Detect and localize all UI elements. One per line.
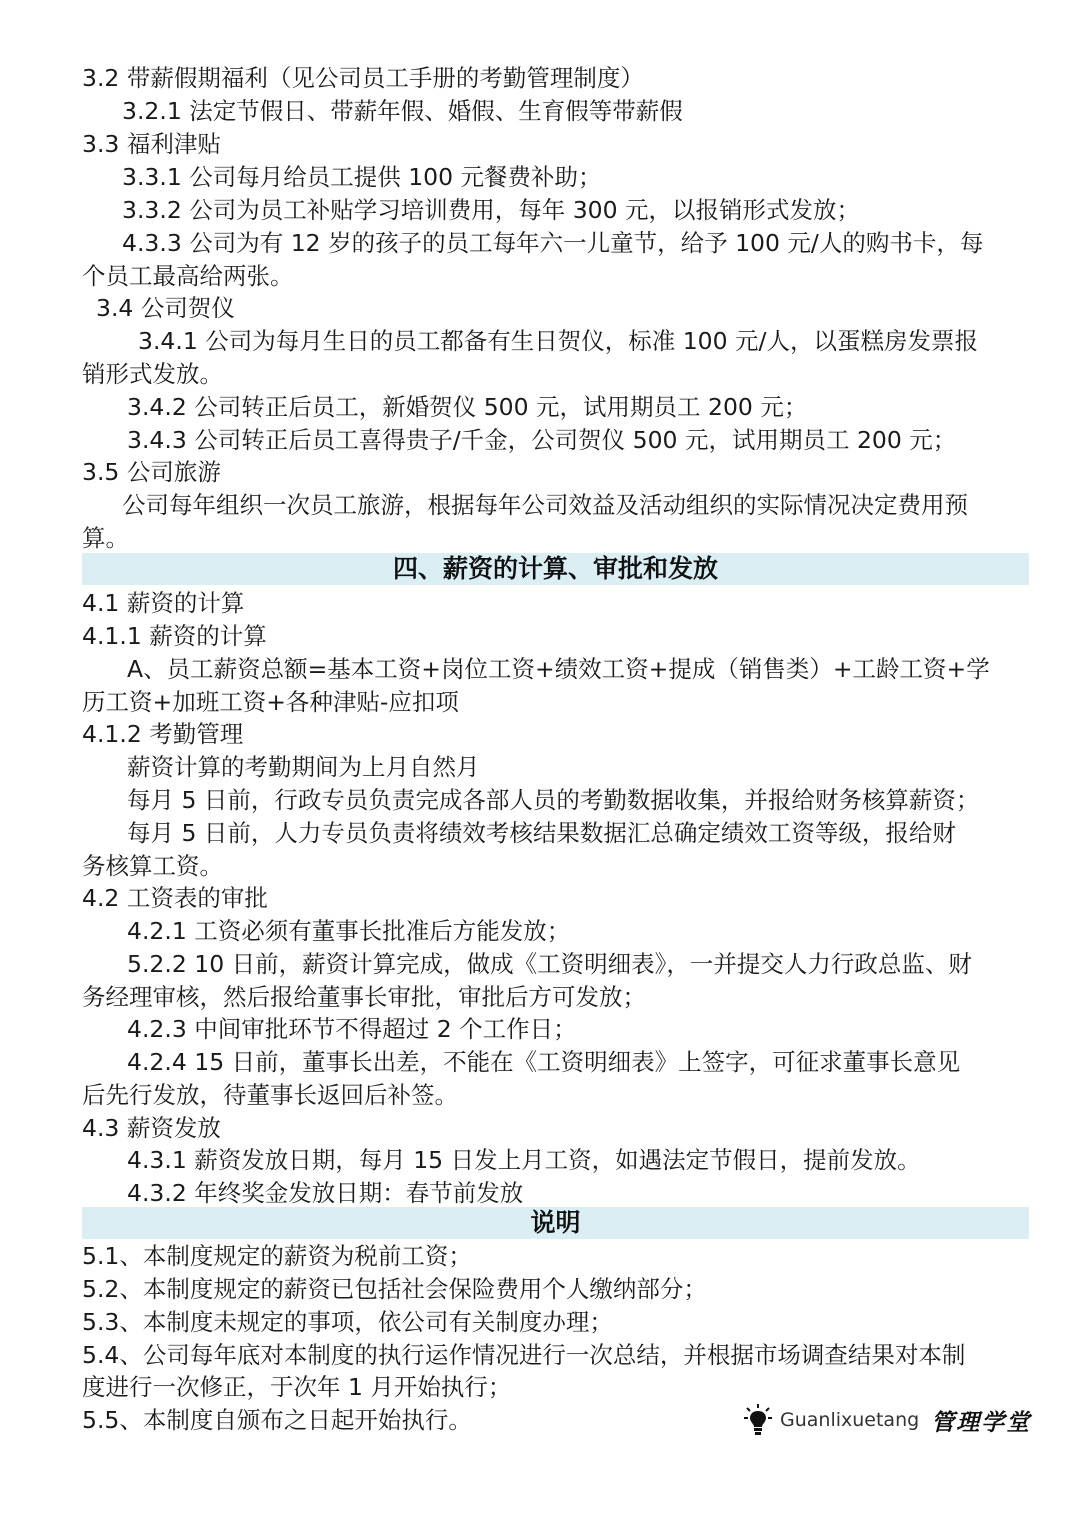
note-5-4-cont: 度进行一次修正，于次年 1 月开始执行；: [82, 1373, 512, 1401]
section-4-title-bar: 四、薪资的计算、审批和发放: [82, 553, 1029, 585]
item-4-3-2: 4.3.2 年终奖金发放日期：春节前发放: [127, 1179, 524, 1207]
paragraph-4-1-2-a: 薪资计算的考勤期间为上月自然月: [127, 753, 480, 781]
heading-4-1: 4.1 薪资的计算: [82, 589, 245, 617]
lightbulb-icon: [744, 1403, 772, 1437]
heading-4-2: 4.2 工资表的审批: [82, 884, 268, 912]
item-4-2-1: 4.2.1 工资必须有董事长批准后方能发放；: [127, 917, 571, 945]
paragraph-4-1-2-c-cont: 务核算工资。: [82, 852, 223, 880]
heading-3-3: 3.3 福利津贴: [82, 130, 221, 158]
heading-4-1-2: 4.1.2 考勤管理: [82, 720, 244, 748]
item-4-3-1: 4.3.1 薪资发放日期，每月 15 日发上月工资，如遇法定节假日，提前发放。: [127, 1146, 921, 1174]
item-3-3-1: 3.3.1 公司每月给员工提供 100 元餐费补助；: [122, 163, 602, 191]
item-4-2-4-cont: 后先行发放，待董事长返回后补签。: [82, 1081, 458, 1109]
item-3-3-3: 4.3.3 公司为有 12 岁的孩子的员工每年六一儿童节，给予 100 元/人的购书卡，每: [122, 229, 984, 257]
logo-text-cn: 管理学堂: [931, 1408, 1032, 1436]
heading-3-4: 3.4 公司贺仪: [96, 294, 235, 322]
note-5-3: 5.3、本制度未规定的事项，依公司有关制度办理；: [82, 1308, 613, 1336]
item-3-2-1: 3.2.1 法定节假日、带薪年假、婚假、生育假等带薪假: [122, 97, 683, 125]
note-5-2: 5.2、本制度规定的薪资已包括社会保险费用个人缴纳部分；: [82, 1275, 707, 1303]
paragraph-4-1-1-cont: 历工资+加班工资+各种津贴-应扣项: [82, 688, 459, 716]
item-3-3-3-cont: 个员工最高给两张。: [82, 262, 294, 290]
item-3-4-3: 3.4.3 公司转正后员工喜得贵子/千金，公司贺仪 500 元，试用期员工 200 元；: [127, 426, 957, 454]
item-3-4-1: 3.4.1 公司为每月生日的员工都备有生日贺仪，标准 100 元/人，以蛋糕房发票报: [138, 327, 978, 355]
paragraph-3-5-cont: 算。: [82, 524, 129, 552]
item-4-2-4: 4.2.4 15 日前，董事长出差，不能在《工资明细表》上签字，可征求董事长意见: [127, 1048, 961, 1076]
note-5-1: 5.1、本制度规定的薪资为税前工资；: [82, 1242, 472, 1270]
heading-3-2: 3.2 带薪假期福利（见公司员工手册的考勤管理制度）: [82, 64, 644, 92]
item-3-4-1-cont: 销形式发放。: [82, 360, 223, 388]
heading-3-5: 3.5 公司旅游: [82, 458, 221, 486]
paragraph-4-1-1: A、员工薪资总额=基本工资+岗位工资+绩效工资+提成（销售类）+工龄工资+学: [127, 655, 990, 683]
paragraph-4-1-2-c: 每月 5 日前，人力专员负责将绩效考核结果数据汇总确定绩效工资等级，报给财: [127, 819, 956, 847]
note-5-5: 5.5、本制度自颁布之日起开始执行。: [82, 1406, 472, 1434]
logo-text-en: Guanlixuetang: [780, 1409, 920, 1431]
item-4-2-3: 4.2.3 中间审批环节不得超过 2 个工作日；: [127, 1015, 577, 1043]
note-5-4: 5.4、公司每年底对本制度的执行运作情况进行一次总结，并根据市场调查结果对本制: [82, 1341, 966, 1369]
item-3-3-2: 3.3.2 公司为员工补贴学习培训费用，每年 300 元，以报销形式发放；: [122, 196, 861, 224]
brand-logo: [744, 1402, 1031, 1438]
paragraph-4-1-2-b: 每月 5 日前，行政专员负责完成各部人员的考勤数据收集，并报给财务核算薪资；: [127, 786, 980, 814]
paragraph-3-5: 公司每年组织一次员工旅游，根据每年公司效益及活动组织的实际情况决定费用预: [122, 491, 968, 519]
heading-4-1-1: 4.1.1 薪资的计算: [82, 622, 267, 650]
item-3-4-2: 3.4.2 公司转正后员工，新婚贺仪 500 元，试用期员工 200 元；: [127, 393, 808, 421]
item-5-2-2: 5.2.2 10 日前，薪资计算完成，做成《工资明细表》，一并提交人力行政总监、财: [127, 950, 972, 978]
heading-4-3: 4.3 薪资发放: [82, 1114, 221, 1142]
section-5-title-bar: 说明: [82, 1207, 1029, 1239]
item-5-2-2-cont: 务经理审核，然后报给董事长审批，审批后方可发放；: [82, 983, 646, 1011]
